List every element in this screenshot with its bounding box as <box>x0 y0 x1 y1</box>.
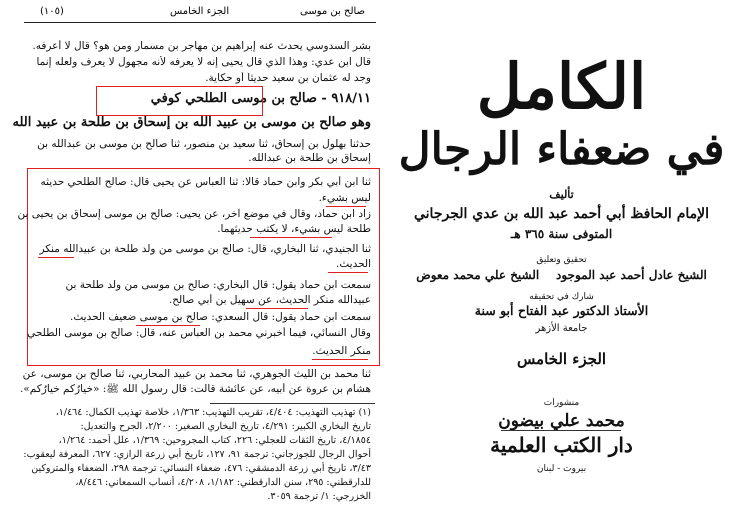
highlight-box-entry-title <box>96 86 263 116</box>
footnote-line: الخزرجي: ١/ ترجمة ٣٠٥٩. <box>267 491 371 502</box>
editors <box>386 266 737 284</box>
footnote-line: (١) تهذيب التهذيب: ٤/٤٠٤، تقريب التهذيب: ١/٣٦٣، خلاصة تهذيب الكمال: ١/٤٦٤، <box>55 407 371 418</box>
text-line: وقال النسائي، فيما أخبرني محمد بن العباس عنه، قال: صالح بن موسى الطلحي <box>27 327 371 339</box>
underline-mark <box>328 272 368 273</box>
editor-1: الشيخ عادل أحمد عبد الموجود <box>556 268 707 282</box>
editing-label: تحقيق وتعليق <box>536 255 587 265</box>
cover-subtitle: في ضعفاء الرجال <box>398 124 725 175</box>
underline-mark <box>326 206 366 207</box>
running-header-subject: صالح بن موسى <box>300 6 366 17</box>
footnote-line: للدارقطني: ٢٩٥، سنن الدارقطني: ١/١٨٢، ٤/٢٠٨، أنساب السمعاني: ٨/٤٤٦، <box>75 477 371 488</box>
author-name: الإمام الحافظ أبي أحمد عبد الله بن عدي الجرجاني <box>413 206 710 222</box>
publisher-house: دار الكتب العلمية <box>490 433 633 457</box>
underline-mark <box>312 359 368 360</box>
text-line: ثنا محمد بن الليث الجوهري، ثنا محمد بن عبيد المحاربي، ثنا صالح بن موسى، عن <box>22 368 371 380</box>
publications-label: منشورات <box>543 398 580 408</box>
text-line: حدثنا بهلول بن إسحاق، ثنا سعيد بن منصور، ثنا صالح بن موسى بن عبدالله بن <box>37 138 371 150</box>
entry-fullname: وهو صالح بن موسى بن عبيد الله بن إسحاق بن طلحة بن عبيد الله <box>12 115 371 130</box>
contributor-label: شارك في تحقيقه <box>529 292 594 302</box>
page-number: (١٠٥) <box>40 6 64 17</box>
footnote-line: ٣/٤٣، تاريخ أبي زرعة الدمشقي: ٤٧٦، ضعفاء النسائي: ترجمة ٢٩٨، الضعفاء والمتروكين <box>31 463 371 474</box>
underline-mark <box>136 325 200 326</box>
editor-2: الشيخ علي محمد معوض <box>416 268 540 282</box>
contributor-name: الأستاذ الدكتور عبد الفتاح أبو سنة <box>474 303 649 318</box>
entry-heading: ٩١٨/١١ - صالح بن موسى الطلحي كوفي <box>150 91 371 106</box>
running-header-volume: الجزء الخامس <box>170 6 230 17</box>
institution: جامعة الأزهر <box>535 323 588 334</box>
underline-mark <box>250 237 332 238</box>
underline-mark <box>38 257 74 258</box>
cover-page <box>386 0 737 517</box>
text-line: وجد له عثمان بن سعيد حديثاً أو حكاية. <box>205 72 371 84</box>
text-line: ثنا ابن أبي بكر وابن حماد قالا: ثنا العباس عن يحيى قال: صالح الطلحي حديثه <box>40 176 371 188</box>
text-line: هشام بن عروة عن أبيه، عن عائشة قالت: قال رسول الله ﷺ: «خيارُكم خيارُكم». <box>20 383 371 395</box>
death-year: المتوفى سنة ٣٦٥ هـ <box>510 227 613 241</box>
underline-mark <box>246 308 308 309</box>
entry-number: ٩١٨/١١ <box>331 91 371 106</box>
text-line: سمعت ابن حماد يقول: قال البخاري: صالح بن موسى من ولد طلحة بن <box>65 279 371 291</box>
authored-label: تأليف <box>549 188 574 201</box>
cover-volume: الجزء الخامس <box>516 350 607 368</box>
publisher-rule <box>501 430 621 431</box>
text-line: منكر الحديث. <box>312 345 371 357</box>
publisher-city: بيروت - لبنان <box>536 464 587 474</box>
entry-title: صالح بن موسى الطلحي كوفي <box>150 91 317 106</box>
text-line: طلحة ليس بشيء، لا يكتب حديثهما. <box>217 223 371 235</box>
text-line: عبيدالله منكر الحديث، عن سهيل بن أبي صالح. <box>168 294 371 306</box>
text-line: سمعت ابن حماد يقول: قال السعدي: صالح بن موسى ضعيف الحديث. <box>70 311 371 323</box>
text-line: الحديث. <box>336 258 371 270</box>
cover-title: الكامل <box>476 50 647 123</box>
footnote-separator <box>210 403 375 404</box>
publisher-person: محمد علي بيضون <box>498 411 625 431</box>
footnote-line: أحوال الرجال للجوزجاني: ترجمة ٩١، ١٢٧، تاريخ أبي زرعة الرازي: ٦٢٧، المعرفة ليعقوب: <box>23 449 371 460</box>
footnote-line: ٤/١٨٥٤، تاريخ الثقات للعجلي: ٢٢٦، كتاب المجروحين: ١/٣٦٩، علل أحمد: ١/٢٦٤، <box>58 435 371 446</box>
text-line: إسحاق بن طلحة بن عبدالله. <box>248 152 371 164</box>
header-rule <box>24 22 376 23</box>
text-line: ثنا الجنيدي، ثنا البخاري، قال: صالح بن موسى من ولد طلحة بن عبيدالله منكر <box>39 243 371 255</box>
text-line: بشر السدوسي يحدث عنه إبراهيم بن مهاجر بن مسمار ومن هو؟ قال لا أعرفه. <box>32 40 371 52</box>
footnote-line: تاريخ البخاري الكبير: ٤/٢٩١، تاريخ البخاري الصغير: ٢/٢٠٠، الجرح والتعديل: <box>80 421 371 432</box>
text-line: قال ابن عدي: وهذا الذي قال يحيى إنه لا يعرفه لأنه مجهول لا يعرف ولعله إنما <box>36 56 371 68</box>
text-line: زاد ابن حماد، وقال في موضع آخر، عن يحيى: صالح بن موسى إسحاق بن يحيى بن <box>17 208 371 220</box>
text-line: ليس بشيء. <box>318 192 371 204</box>
